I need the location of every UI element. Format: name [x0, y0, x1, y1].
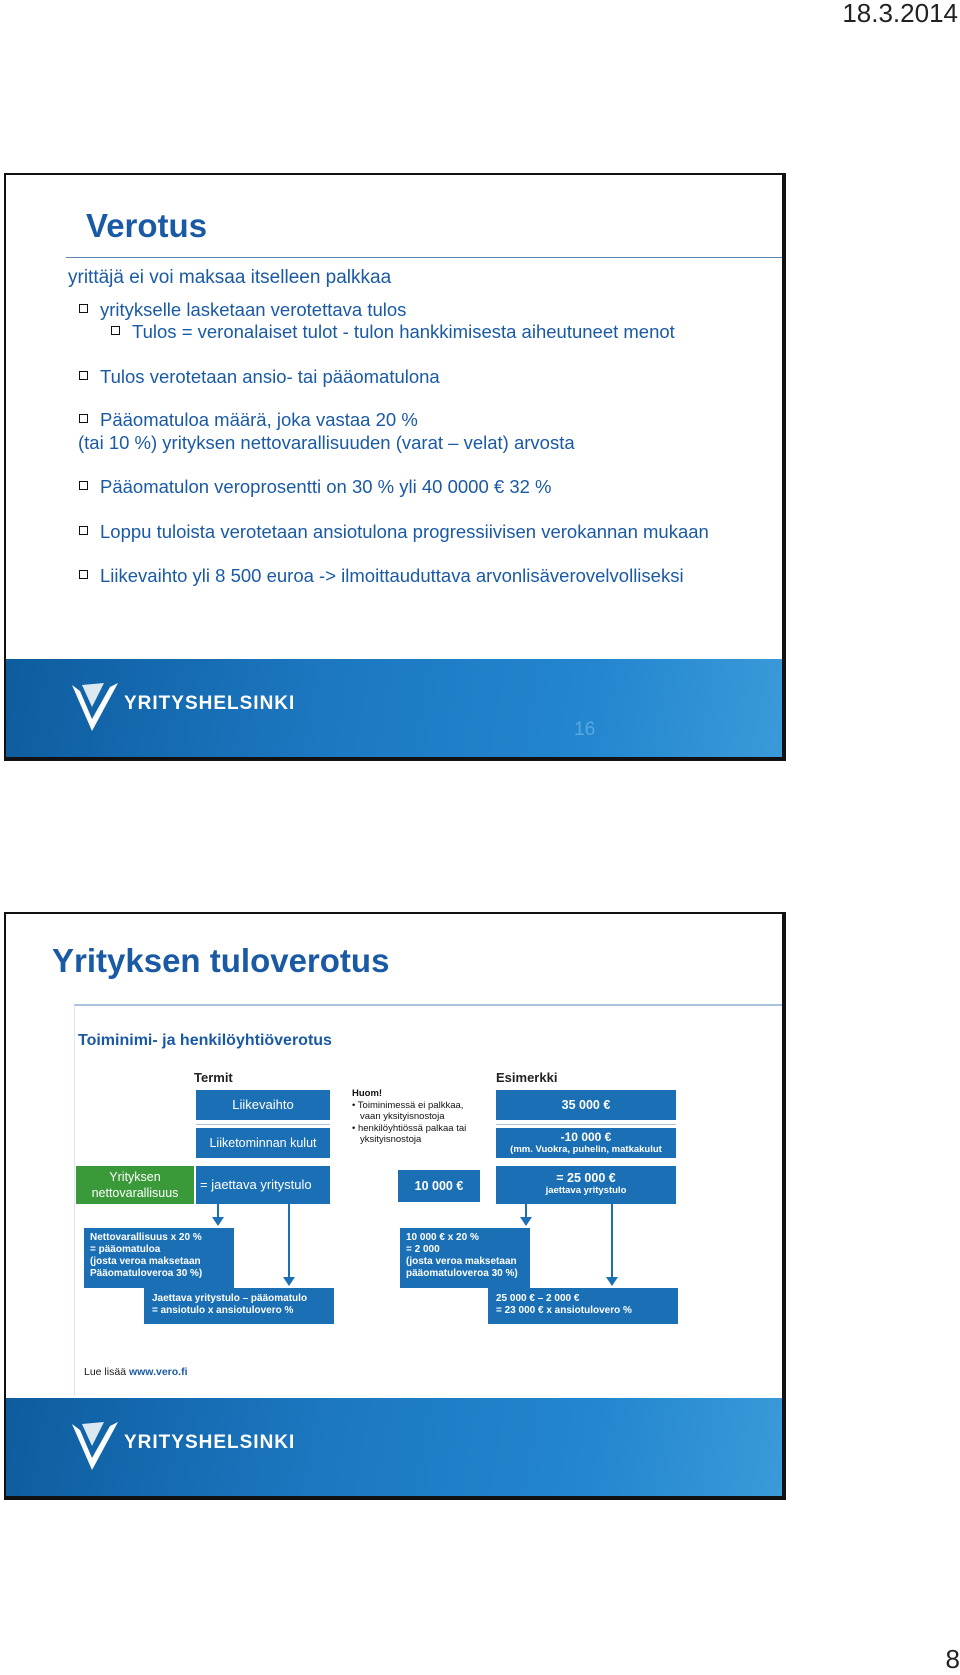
bullet-continuation: (tai 10 %) yrityksen nettovarallisuuden (varat – velat) arvosta [78, 432, 575, 453]
nettovarallisuus-label: Yrityksen [109, 1170, 161, 1184]
example-25000-note: jaettava yritystulo [545, 1185, 627, 1196]
nettovarallisuus-box [76, 1166, 194, 1204]
bullet-item: Tulos verotetaan ansio- tai pääomatulona [100, 366, 440, 388]
yrityshelsinki-logo-icon [70, 681, 120, 735]
page-date: 18.3.2014 [842, 0, 958, 28]
calc-box-left [84, 1228, 234, 1288]
note-box [352, 1088, 492, 1146]
logo-text: YRITYSHELSINKI [124, 693, 296, 714]
checkbox-bullet-icon [79, 570, 88, 579]
vero-link[interactable]: www.vero.fi [128, 1366, 188, 1378]
example-25000-value: = 25 000 € [556, 1171, 616, 1185]
sub-bullet-item: Tulos = veronalaiset tulot - tulon hankkimisesta aiheutuneet menot [132, 321, 675, 343]
checkbox-bullet-icon [111, 326, 120, 335]
arrow-down-icon [217, 1204, 219, 1218]
final-line: Jaettava yritystulo – pääomatulo [152, 1293, 308, 1304]
note-line: yksityisnostoja [360, 1134, 422, 1145]
checkbox-bullet-icon [79, 371, 88, 380]
slide-verotus [4, 173, 786, 761]
checkbox-bullet-icon [79, 414, 88, 423]
note-line: • Toiminimessä ei palkkaa, [352, 1099, 464, 1111]
checkbox-bullet-icon [79, 526, 88, 535]
title-divider [66, 257, 786, 258]
slide-number: 16 [574, 719, 596, 740]
calc-line: Nettovarallisuus x 20 % [90, 1232, 202, 1243]
logo-text: YRITYSHELSINKI [124, 1432, 296, 1453]
final-line: = 23 000 € x ansiotulovero % [496, 1305, 632, 1316]
nettovarallisuus-label: nettovarallisuus [91, 1186, 179, 1200]
slide-tuloverotus [4, 912, 786, 1500]
slide-title: Yrityksen tuloverotus [52, 942, 390, 979]
example-35000: 35 000 € [496, 1090, 676, 1120]
yrityshelsinki-logo-icon [70, 1420, 120, 1474]
termit-label: Termit [194, 1070, 233, 1085]
slide-footer [6, 659, 782, 757]
example-25000 [496, 1166, 676, 1204]
note-title: Huom! [352, 1088, 383, 1099]
final-box-right [488, 1288, 678, 1324]
diagram-title: Toiminimi- ja henkilöyhtiöverotus [78, 1032, 332, 1049]
bullet-item: yritykselle lasketaan verotettava tulos [100, 299, 406, 321]
final-line: 25 000 € – 2 000 € [496, 1293, 580, 1304]
bullet-item: Loppu tuloista verotetaan ansiotulona progressiivisen verokannan mukaan [100, 521, 709, 543]
calc-line: = 2 000 [406, 1244, 440, 1255]
read-more-label: Lue lisää [84, 1366, 127, 1378]
calc-line: 10 000 € x 20 % [406, 1232, 479, 1243]
note-line: vaan yksityisnostoja [360, 1111, 445, 1122]
term-liikevaihto: Liikevaihto [196, 1090, 330, 1120]
example-minus-value: -10 000 € [560, 1130, 612, 1144]
divider [496, 1124, 676, 1125]
arrow-down-icon [288, 1204, 290, 1278]
calc-line: = pääomatuloa [90, 1244, 161, 1255]
example-minus-10000 [496, 1128, 676, 1158]
final-box-left [144, 1288, 334, 1324]
jaettava-yritystulo-box: = jaettava yritystulo [196, 1166, 330, 1204]
checkbox-bullet-icon [79, 481, 88, 490]
slide-footer [6, 1398, 782, 1496]
final-line: = ansiotulo x ansiotulovero % [152, 1305, 294, 1316]
note-line: • henkilöyhtiössä palkaa tai [352, 1122, 467, 1134]
bullet-item: Pääomatulon veroprosentti on 30 % yli 40 0000 € 32 % [100, 476, 552, 498]
page-number: 8 [945, 1644, 960, 1674]
bullet-item: Liikevaihto yli 8 500 euroa -> ilmoittauduttava arvonlisäverovelvolliseksi [100, 565, 684, 587]
calc-line: (josta veroa maksetaan [406, 1256, 517, 1267]
arrow-down-icon [525, 1204, 527, 1218]
calc-line: Pääomatuloveroa 30 %) [90, 1268, 203, 1279]
checkbox-bullet-icon [79, 304, 88, 313]
bullet-item: Pääomatuloa määrä, joka vastaa 20 % [100, 409, 418, 431]
example-10000: 10 000 € [398, 1170, 480, 1202]
read-more [84, 1366, 188, 1378]
esimerkki-label: Esimerkki [496, 1070, 558, 1085]
term-kulut: Liiketominnan kulut [196, 1128, 330, 1158]
example-minus-note: (mm. Vuokra, puhelin, matkakulut [510, 1144, 662, 1155]
slide-title: Verotus [86, 207, 208, 244]
calc-line: (josta veroa maksetaan [90, 1256, 201, 1267]
calc-line: pääomatuloveroa 30 %) [406, 1268, 518, 1279]
calc-box-right [400, 1228, 530, 1288]
arrow-down-icon [611, 1204, 613, 1278]
slide-subtitle: yrittäjä ei voi maksaa itselleen palkkaa [68, 267, 392, 288]
divider [196, 1124, 330, 1125]
